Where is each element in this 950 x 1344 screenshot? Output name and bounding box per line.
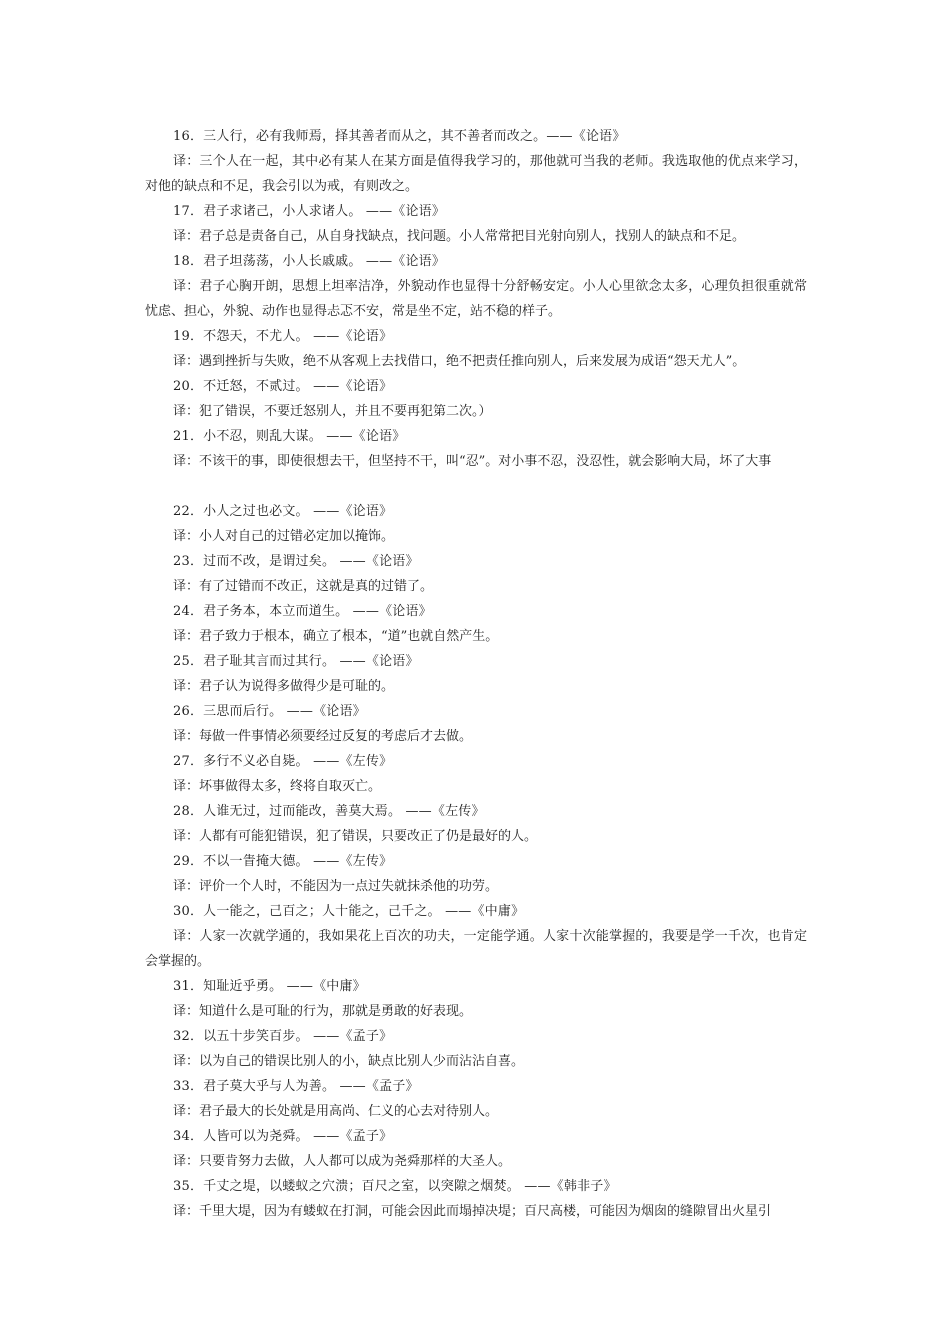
- quote-entry: [145, 649, 807, 699]
- translation-text: 译：有了过错而不改正，这就是真的过错了。: [173, 579, 434, 594]
- quote-entry: [145, 899, 807, 974]
- translation-text: 译：君子最大的长处就是用高尚、仁义的心去对待别人。: [173, 1104, 499, 1119]
- quote-entry: [145, 1024, 807, 1074]
- quote-entry: [145, 799, 807, 849]
- translation-text: 译：君子总是责备自己，从自身找缺点，找问题。小人常常把目光射向别人，找别人的缺点和不足。: [173, 229, 746, 244]
- quote-text: 22．小人之过也必文。 ——《论语》: [173, 504, 393, 519]
- translation-text: 译：人都有可能犯错误，犯了错误，只要改正了仍是最好的人。: [173, 829, 538, 844]
- quote-text: 21．小不忍，则乱大谋。 ——《论语》: [173, 429, 406, 444]
- quote-entry: [145, 699, 807, 749]
- translation-text: 译：不该干的事，即使很想去干，但坚持不干，叫“忍”。对小事不忍，没忍性，就会影响大局，坏了大事: [173, 454, 772, 469]
- quote-entry: [145, 1074, 807, 1124]
- quote-list: [145, 124, 807, 1224]
- quote-entry: [145, 499, 807, 549]
- quote-text: 34．人皆可以为尧舜。 ——《孟子》: [173, 1129, 393, 1144]
- quote-entry: [145, 974, 807, 1024]
- quote-entry: [145, 424, 807, 499]
- quote-text: 23．过而不改，是谓过矣。 ——《论语》: [173, 554, 419, 569]
- quote-entry: [145, 549, 807, 599]
- quote-text: 16．三人行，必有我师焉，择其善者而从之，其不善者而改之。——《论语》: [173, 129, 626, 144]
- quote-text: 28．人谁无过，过而能改，善莫大焉。 ——《左传》: [173, 804, 485, 819]
- translation-text: 译：评价一个人时，不能因为一点过失就抹杀他的功劳。: [173, 879, 499, 894]
- quote-text: 19．不怨天，不尤人。 ——《论语》: [173, 329, 393, 344]
- translation-text: 译：知道什么是可耻的行为，那就是勇敢的好表现。: [173, 1004, 473, 1019]
- translation-text: 译：小人对自己的过错必定加以掩饰。: [173, 529, 395, 544]
- quote-text: 20．不迁怒，不贰过。 ——《论语》: [173, 379, 393, 394]
- quote-entry: [145, 374, 807, 424]
- translation-text: 译：君子认为说得多做得少是可耻的。: [173, 679, 395, 694]
- quote-entry: [145, 749, 807, 799]
- quote-text: 29．不以一眚掩大德。 ——《左传》: [173, 854, 393, 869]
- quote-text: 25．君子耻其言而过其行。 ——《论语》: [173, 654, 419, 669]
- translation-text: 译：千里大堤，因为有蝼蚁在打洞，可能会因此而塌掉决堤；百尺高楼，可能因为烟囱的缝隙冒出火星引: [173, 1204, 772, 1219]
- quote-entry: [145, 249, 807, 324]
- quote-text: 31．知耻近乎勇。 ——《中庸》: [173, 979, 366, 994]
- quote-entry: [145, 199, 807, 249]
- translation-text: 译：人家一次就学通的，我如果花上百次的功夫，一定能学通。人家十次能掌握的，我要是学一千次，也肯定会掌握的。: [145, 929, 807, 969]
- translation-text: 译：犯了错误，不要迁怒别人，并且不要再犯第二次。）: [173, 404, 492, 419]
- quote-entry: [145, 324, 807, 374]
- paragraph-gap: [145, 474, 807, 499]
- translation-text: 译：以为自己的错误比别人的小，缺点比别人少而沾沾自喜。: [173, 1054, 525, 1069]
- quote-text: 18．君子坦荡荡，小人长戚戚。 ——《论语》: [173, 254, 446, 269]
- quote-text: 26．三思而后行。 ——《论语》: [173, 704, 366, 719]
- quote-text: 35．千丈之堤，以蝼蚁之穴溃；百尺之室，以突隙之烟焚。 ——《韩非子》: [173, 1179, 617, 1194]
- quote-text: 33．君子莫大乎与人为善。 ——《孟子》: [173, 1079, 419, 1094]
- quote-text: 30．人一能之，己百之；人十能之，己千之。 ——《中庸》: [173, 904, 525, 919]
- translation-text: 译：君子致力于根本，确立了根本，“道”也就自然产生。: [173, 629, 499, 644]
- translation-text: 译：君子心胸开朗，思想上坦率洁净，外貌动作也显得十分舒畅安定。小人心里欲念太多，心理负担很重就常忧虑、担心，外貌、动作也显得忐忑不安，常是坐不定，站不稳的样子。: [145, 279, 807, 319]
- translation-text: 译：坏事做得太多，终将自取灭亡。: [173, 779, 382, 794]
- quote-text: 32．以五十步笑百步。 ——《孟子》: [173, 1029, 393, 1044]
- translation-text: 译：每做一件事情必须要经过反复的考虑后才去做。: [173, 729, 473, 744]
- translation-text: 译：只要肯努力去做，人人都可以成为尧舜那样的大圣人。: [173, 1154, 512, 1169]
- quote-text: 27．多行不义必自毙。 ——《左传》: [173, 754, 393, 769]
- quote-text: 24．君子务本，本立而道生。 ——《论语》: [173, 604, 432, 619]
- quote-text: 17．君子求诸己，小人求诸人。 ——《论语》: [173, 204, 446, 219]
- quote-entry: [145, 599, 807, 649]
- quote-entry: [145, 1124, 807, 1174]
- translation-text: 译：三个人在一起，其中必有某人在某方面是值得我学习的，那他就可当我的老师。我选取他的优点来学习，对他的缺点和不足，我会引以为戒，有则改之。: [145, 154, 807, 194]
- translation-text: 译：遇到挫折与失败，绝不从客观上去找借口，绝不把责任推向别人，后来发展为成语“怨天尤人”。: [173, 354, 746, 369]
- quote-entry: [145, 124, 807, 199]
- quote-entry: [145, 849, 807, 899]
- quote-entry: [145, 1174, 807, 1224]
